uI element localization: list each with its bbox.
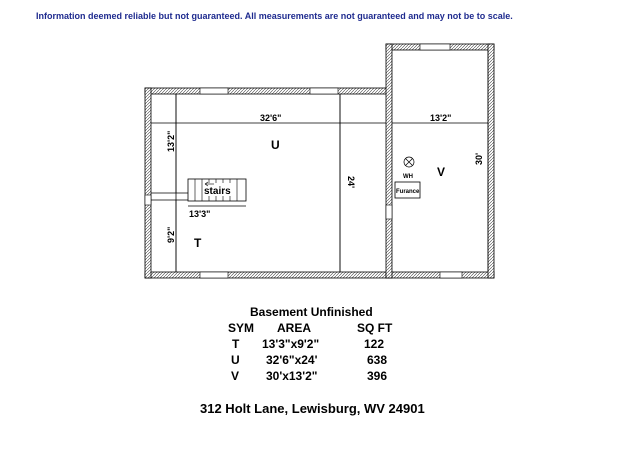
- row-sym: T: [232, 337, 240, 351]
- row-sym: V: [231, 369, 240, 383]
- row-area: 32'6"x24': [266, 353, 318, 367]
- dimension-lines: [151, 50, 488, 272]
- dim-mid-height: 24': [346, 176, 356, 189]
- header-area: AREA: [277, 321, 312, 335]
- row-area: 13'3"x9'2": [262, 337, 320, 351]
- row-sqft: 122: [364, 337, 385, 351]
- room-label-v: V: [437, 165, 446, 179]
- dim-top-u: 32'6": [260, 113, 282, 123]
- row-area: 30'x13'2": [266, 369, 318, 383]
- stairs: [188, 179, 246, 201]
- room-label-u: U: [271, 138, 280, 152]
- furnace-label: Furance: [396, 189, 420, 195]
- dim-top-v: 13'2": [430, 113, 452, 123]
- row-sqft: 638: [367, 353, 388, 367]
- disclaimer-text: Information deemed reliable but not guaranteed. All measurements are not guaranteed and may not be to scale.: [36, 11, 513, 21]
- room-label-t: T: [194, 236, 202, 250]
- header-sqft: SQ FT: [357, 321, 393, 335]
- property-address: 312 Holt Lane, Lewisburg, WV 24901: [200, 401, 425, 416]
- dim-right-height: 30': [474, 152, 484, 165]
- wh-label: WH: [403, 174, 413, 180]
- water-heater-icon: [404, 157, 414, 167]
- stairs-label: stairs: [204, 186, 231, 197]
- dim-left-lower: 9'2": [166, 226, 176, 243]
- dim-left-upper: 13'2": [166, 130, 176, 152]
- row-sym: U: [231, 353, 240, 367]
- dim-stair-width: 13'3": [189, 209, 211, 219]
- summary-title: Basement Unfinished: [250, 305, 373, 319]
- row-sqft: 396: [367, 369, 388, 383]
- header-sym: SYM: [228, 321, 255, 335]
